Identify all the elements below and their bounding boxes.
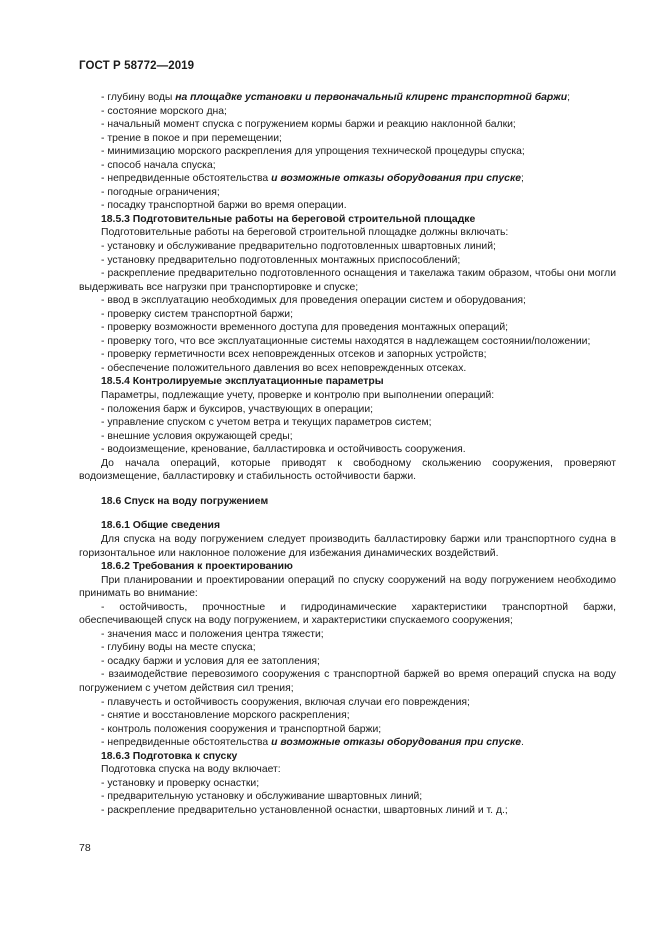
list-item: - проверку того, что все эксплуатационные системы находятся в надлежащем состоянии/положении; [101,335,591,347]
list-text: - непредвиденные обстоятельства [101,173,272,185]
section-heading-18-6: 18.6 Спуск на воду погружением [101,495,269,507]
list-text: - непредвиденные обстоятельства [101,737,272,749]
list-text: . [521,737,524,749]
paragraph: Для спуска на воду погружением следует производить балластировку баржи или транспортного судна в горизонтальное или наклонное положение для избежания динамических воздействий. [79,533,616,559]
list-item: - установку и проверку оснастки; [101,777,260,789]
list-item: - снятие и восстановление морского раскрепления; [101,710,350,722]
list-item: - минимизацию морского раскрепления для упрощения технической процедуры спуска; [101,146,525,158]
list-item: - управление спуском с учетом ветра и текущих параметров систем; [101,417,432,429]
list-item: - внешние условия окружающей среды; [101,430,293,442]
list-item: - трение в покое и при перемещении; [101,132,282,144]
list-item: - водоизмещение, кренование, балластировка и остойчивость сооружения. [101,444,466,456]
paragraph: При планировании и проектировании операций по спуску сооружений на воду погружением необходимо принимать во внимание: [79,574,616,600]
section-heading-18-5-4: 18.5.4 Контролируемые эксплуатационные параметры [101,376,384,388]
list-item: - установку и обслуживание предварительно подготовленных швартовных линий; [101,241,496,253]
list-item: - способ начала спуска; [101,159,216,171]
paragraph: Подготовка спуска на воду включает: [101,764,281,776]
emphasis-text: и возможные отказы оборудования при спуске [271,737,521,749]
list-item: - проверку герметичности всех неповрежденных отсеков и запорных устройств; [101,349,487,361]
list-item: - погодные ограничения; [101,186,220,198]
list-item: - проверку возможности временного доступа для проведения монтажных операций; [101,322,509,334]
spacer [79,508,616,519]
list-item: - положения барж и буксиров, участвующих в операции; [101,403,374,415]
list-text: - глубину воды [101,92,176,103]
list-item [79,91,616,105]
list-item: - проверку систем транспортной баржи; [101,308,293,320]
section-heading-18-6-1: 18.6.1 Общие сведения [101,520,221,532]
list-text: ; [521,173,524,185]
page-body [79,91,616,817]
list-item [79,736,616,750]
paragraph: Подготовительные работы на береговой строительной площадке должны включать: [101,227,509,239]
list-item: - взаимодействие перевозимого сооружения с транспортной баржей во время операций спуска на воду погружением с учетом действия сил трения; [79,669,616,694]
list-item: - состояние морского дна; [101,105,227,117]
list-item: - раскрепление предварительно подготовленного оснащения и такелажа таким образом, чтобы они могли выдерживать все нагрузки при транспортировке и спуске; [79,268,616,293]
document-header: ГОСТ Р 58772—2019 [79,60,195,72]
section-heading-18-6-2: 18.6.2 Требования к проектированию [101,561,293,573]
list-item [79,172,616,186]
paragraph: До начала операций, которые приводят к свободному скольжению сооружения, проверяют водоизмещение, балластировку и стабильность остойчивости баржи. [79,457,616,483]
list-item: - раскрепление предварительно установленной оснастки, швартовных линий и т. д.; [101,804,508,816]
emphasis-text: на площадке установки и первоначальный клиренс транспортной баржи [175,92,568,103]
list-item: - осадку баржи и условия для ее затопления; [101,655,320,667]
section-heading-18-5-3: 18.5.3 Подготовительные работы на береговой строительной площадке [101,213,476,225]
emphasis-text: и возможные отказы оборудования при спуске [271,173,521,185]
list-item: - контроль положения сооружения и транспортной баржи; [101,723,382,735]
list-item: - остойчивость, прочностные и гидродинамические характеристики транспортной баржи, обеспечивающей спуск на воду погружением, и характеристики спускаемого сооружения; [79,601,616,627]
section-heading-18-6-3: 18.6.3 Подготовка к спуску [101,750,238,762]
paragraph: Параметры, подлежащие учету, проверке и контролю при выполнении операций: [101,390,495,402]
list-item: - ввод в эксплуатацию необходимых для проведения операции систем и оборудования; [101,295,526,307]
list-item: - предварительную установку и обслуживание швартовных линий; [101,791,423,803]
list-text: ; [567,92,571,103]
spacer [79,484,616,495]
list-item: - начальный момент спуска с погружением кормы баржи и реакцию наклонной балки; [101,119,516,131]
list-item: - плавучесть и остойчивость сооружения, включая случаи его повреждения; [101,696,470,708]
list-item: - значения масс и положения центра тяжести; [101,628,324,640]
list-item: - глубину воды на месте спуска; [101,642,256,654]
page-number: 78 [79,842,91,854]
list-item: - установку предварительно подготовленных монтажных приспособлений; [101,254,461,266]
list-item: - обеспечение положительного давления во всех неповрежденных отсеках. [101,362,467,374]
list-item: - посадку транспортной баржи во время операции. [101,200,347,212]
